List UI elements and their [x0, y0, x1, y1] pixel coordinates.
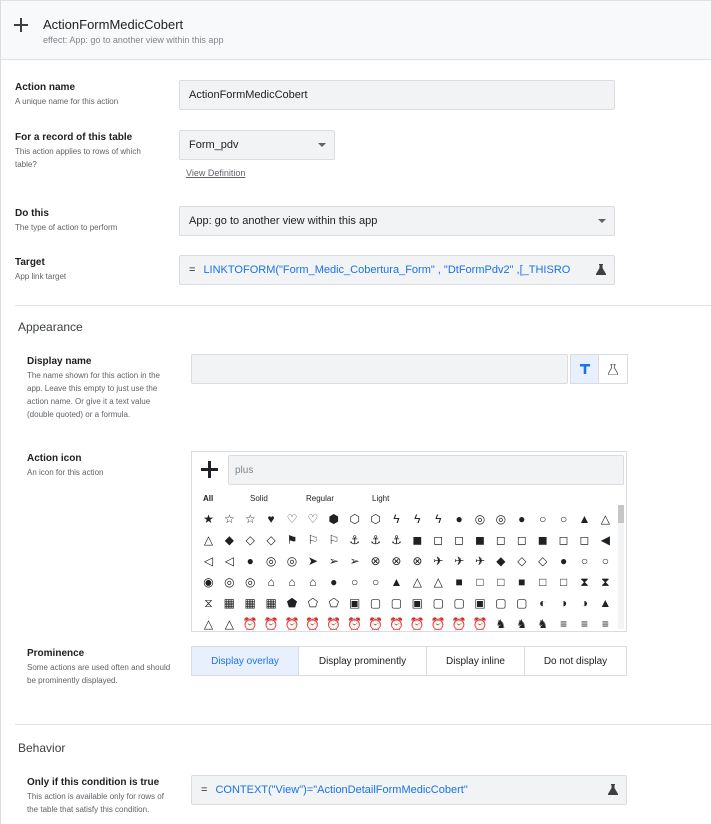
icon-option[interactable]: ●: [246, 554, 254, 568]
icon-option[interactable]: ⚐: [328, 533, 340, 547]
icon-option[interactable]: △: [203, 533, 214, 547]
icon-option[interactable]: ▦: [265, 596, 277, 610]
icon-option[interactable]: ○: [559, 512, 568, 526]
icon-option[interactable]: ◁: [224, 554, 234, 568]
icon-grid-row: [198, 509, 616, 530]
icon-option[interactable]: □: [539, 575, 547, 589]
icon-option[interactable]: ▦: [244, 596, 256, 610]
icon-grid-row: [198, 530, 616, 551]
prominence-option-prominently[interactable]: Display prominently: [298, 646, 427, 676]
icon-option[interactable]: ϟ: [393, 512, 400, 526]
chevron-down-icon: [598, 219, 606, 223]
icon-option[interactable]: ●: [559, 554, 568, 568]
icon-option[interactable]: ⏰: [409, 617, 425, 631]
icon-grid-row: [198, 593, 616, 614]
icon-grid-scrollbar[interactable]: [618, 505, 624, 629]
tab-regular[interactable]: Regular: [306, 494, 335, 503]
appearance-section-title: Appearance: [18, 320, 83, 334]
icon-option[interactable]: ◼: [537, 533, 548, 547]
display-name-label: Display name: [27, 356, 92, 367]
do-this-label: Do this: [15, 208, 49, 219]
plus-icon: [13, 17, 29, 33]
icon-option[interactable]: ⏰: [368, 617, 384, 631]
icon-option[interactable]: ≡: [601, 617, 609, 631]
icon-option[interactable]: ☆: [223, 512, 235, 526]
icon-option[interactable]: ✈: [433, 554, 444, 568]
display-name-input[interactable]: [191, 354, 568, 384]
flask-icon[interactable]: [596, 264, 606, 275]
icon-option[interactable]: ◎: [265, 554, 277, 568]
icon-option[interactable]: ◻: [495, 533, 506, 547]
icon-option[interactable]: ◇: [266, 533, 276, 547]
action-name-hint: A unique name for this action: [15, 97, 119, 106]
prominence-options: [191, 646, 626, 676]
flask-icon[interactable]: [608, 784, 618, 795]
icon-option[interactable]: ◎: [286, 554, 298, 568]
icon-option[interactable]: ◑: [559, 596, 568, 610]
equals-sign: =: [201, 784, 208, 796]
icon-option[interactable]: △: [203, 617, 214, 631]
do-this-select[interactable]: [179, 206, 615, 236]
icon-option[interactable]: ○: [351, 575, 359, 589]
icon-option[interactable]: ⬟: [286, 596, 298, 610]
icon-option[interactable]: ⊗: [391, 554, 402, 568]
icon-option[interactable]: ◇: [245, 533, 255, 547]
condition-hint: This action is available only for rows of the table that satisfy this condition.: [27, 792, 164, 814]
icon-option[interactable]: ▲: [599, 596, 612, 610]
icon-option[interactable]: ✈: [454, 554, 465, 568]
behavior-section-title: Behavior: [18, 741, 66, 755]
icon-grid-row: [198, 572, 616, 593]
icon-option[interactable]: ☆: [244, 512, 256, 526]
icon-option[interactable]: ▢: [495, 596, 507, 610]
icon-option[interactable]: ⚓: [370, 533, 381, 547]
icon-option[interactable]: ⚑: [286, 533, 298, 547]
action-icon-hint: An icon for this action: [27, 468, 104, 477]
icon-option[interactable]: ⬠: [307, 596, 319, 610]
icon-option[interactable]: ▣: [349, 596, 361, 610]
icon-option[interactable]: △: [433, 575, 443, 589]
tab-all[interactable]: All: [203, 494, 214, 503]
icon-option[interactable]: ⏰: [430, 617, 446, 631]
flask-icon: [608, 364, 618, 375]
icon-option[interactable]: ≡: [580, 617, 588, 631]
icon-option[interactable]: ⧗: [601, 575, 610, 589]
icon-option[interactable]: ○: [601, 554, 609, 568]
tab-light[interactable]: Light: [372, 494, 390, 503]
icon-option[interactable]: ●: [330, 575, 338, 589]
target-label: Target: [15, 257, 45, 268]
icon-grid: [198, 509, 616, 635]
icon-option[interactable]: ⧖: [204, 596, 213, 610]
section-divider: [15, 305, 711, 306]
icon-option[interactable]: ■: [518, 575, 526, 589]
table-hint: This action applies to rows of which table?: [15, 147, 141, 169]
icon-option[interactable]: ⊗: [412, 554, 423, 568]
icon-option[interactable]: ⬢: [328, 512, 340, 526]
icon-option[interactable]: ◻: [516, 533, 527, 547]
icon-option[interactable]: ◻: [454, 533, 465, 547]
table-select[interactable]: [179, 130, 335, 160]
icon-option[interactable]: ⏰: [451, 617, 467, 631]
icon-option[interactable]: ⏰: [284, 617, 300, 631]
action-name-input[interactable]: [179, 80, 615, 110]
table-label: For a record of this table: [15, 132, 133, 143]
text-mode-button[interactable]: [570, 354, 600, 384]
table-value: Form_pdv: [189, 139, 239, 151]
tab-solid[interactable]: Solid: [250, 494, 268, 503]
icon-option[interactable]: ▢: [453, 596, 465, 610]
do-this-value: App: go to another view within this app: [189, 215, 378, 227]
action-header[interactable]: [1, 0, 711, 60]
icon-option[interactable]: ⬡: [370, 512, 381, 526]
icon-option[interactable]: ▢: [390, 596, 403, 610]
icon-grid-row: [198, 551, 616, 572]
icon-option[interactable]: ○: [580, 554, 589, 568]
icon-option[interactable]: ⌂: [309, 575, 317, 589]
icon-option[interactable]: ◻: [433, 533, 444, 547]
icon-option[interactable]: ⬠: [328, 596, 339, 610]
prominence-option-do-not-display[interactable]: Do not display: [524, 646, 627, 676]
icon-option[interactable]: ➢: [328, 554, 339, 568]
icon-option[interactable]: ♞: [516, 617, 528, 631]
icon-option[interactable]: △: [224, 617, 234, 631]
scrollbar-thumb[interactable]: [618, 505, 624, 523]
icon-option[interactable]: ≡: [560, 617, 568, 631]
icon-option[interactable]: ♞: [537, 617, 549, 631]
icon-option[interactable]: ○: [539, 512, 547, 526]
target-hint: App link target: [15, 272, 67, 281]
icon-option[interactable]: ▲: [390, 575, 403, 589]
action-subtitle: effect: App: go to another view within this app: [43, 35, 224, 45]
formula-mode-button[interactable]: [598, 354, 628, 384]
icon-option[interactable]: △: [600, 512, 610, 526]
icon-option[interactable]: ◆: [496, 554, 506, 568]
icon-option[interactable]: ⏰: [388, 617, 404, 631]
icon-option[interactable]: ▣: [411, 596, 424, 610]
icon-option[interactable]: ⊗: [370, 554, 381, 568]
icon-option[interactable]: ⌂: [288, 575, 296, 589]
condition-label: Only if this condition is true: [27, 777, 160, 788]
icon-option[interactable]: ◎: [495, 512, 507, 526]
icon-option[interactable]: ✈: [474, 554, 486, 568]
equals-sign: =: [189, 264, 196, 276]
prominence-hint: Some actions are used often and should be prominently displayed.: [27, 663, 171, 685]
icon-option[interactable]: ◇: [517, 554, 527, 568]
condition-expression: CONTEXT("View")="ActionDetailFormMedicCobert": [215, 784, 468, 796]
icon-option[interactable]: ◎: [224, 575, 235, 589]
icon-option[interactable]: ▢: [369, 596, 382, 610]
icon-option[interactable]: ◎: [244, 575, 256, 589]
icon-option[interactable]: ⧗: [580, 575, 589, 589]
icon-option[interactable]: ◇: [538, 554, 548, 568]
icon-option[interactable]: ⌂: [267, 575, 275, 589]
icon-option[interactable]: ▢: [432, 596, 444, 610]
icon-option[interactable]: □: [559, 575, 568, 589]
icon-option[interactable]: ▢: [516, 596, 528, 610]
icon-option[interactable]: ●: [518, 512, 526, 526]
prominence-label: Prominence: [27, 648, 85, 659]
icon-picker: [191, 451, 627, 632]
icon-option[interactable]: ⏰: [242, 617, 258, 631]
section-divider: [15, 724, 711, 725]
icon-option[interactable]: ◐: [539, 596, 547, 610]
icon-option[interactable]: ■: [455, 575, 463, 589]
icon-option[interactable]: ★: [203, 512, 214, 526]
icon-option[interactable]: ⏰: [326, 617, 342, 631]
icon-option[interactable]: ♡: [307, 512, 319, 526]
icon-option[interactable]: ⚓: [349, 533, 361, 547]
icon-option[interactable]: ◀: [600, 533, 610, 547]
icon-option[interactable]: ◆: [224, 533, 234, 547]
icon-option[interactable]: ϟ: [414, 512, 421, 526]
icon-option[interactable]: ϟ: [435, 512, 442, 526]
icon-option[interactable]: △: [412, 575, 422, 589]
action-title: ActionFormMedicCobert: [43, 17, 184, 32]
icon-option[interactable]: ◻: [558, 533, 569, 547]
condition-expression-input[interactable]: [191, 775, 627, 805]
do-this-hint: The type of action to perform: [15, 223, 118, 232]
icon-option[interactable]: ⚓: [391, 533, 402, 547]
icon-option[interactable]: ⏰: [472, 617, 488, 631]
text-icon: [579, 363, 591, 375]
action-name-label: Action name: [15, 82, 76, 93]
icon-option[interactable]: ○: [371, 575, 380, 589]
action-name-value: ActionFormMedicCobert: [189, 89, 308, 101]
icon-grid-row: [198, 614, 616, 635]
icon-option[interactable]: ♡: [286, 512, 298, 526]
icon-option[interactable]: ◉: [203, 575, 214, 589]
target-expression: LINKTOFORM("Form_Medic_Cobertura_Form" , "DtFormPdv2" ,[_THISRO: [203, 264, 571, 276]
selected-plus-icon: [201, 461, 218, 478]
icon-option[interactable]: ➢: [349, 554, 360, 568]
icon-option[interactable]: ♞: [495, 617, 507, 631]
icon-option[interactable]: ♥: [267, 512, 275, 526]
icon-option[interactable]: □: [476, 575, 484, 589]
icon-option[interactable]: ◑: [580, 596, 589, 610]
view-definition-link[interactable]: View Definition: [186, 168, 246, 178]
icon-search-input[interactable]: plus: [228, 455, 624, 485]
icon-option[interactable]: ◎: [474, 512, 486, 526]
chevron-down-icon: [318, 143, 326, 147]
icon-option[interactable]: ◻: [579, 533, 590, 547]
icon-option[interactable]: ◁: [203, 554, 214, 568]
action-icon-label: Action icon: [27, 453, 82, 464]
target-expression-input[interactable]: [179, 255, 615, 285]
icon-option[interactable]: ⚐: [307, 533, 319, 547]
icon-option[interactable]: ▣: [474, 596, 486, 610]
icon-option[interactable]: ⏰: [305, 617, 321, 631]
icon-option[interactable]: ▦: [223, 596, 235, 610]
icon-option[interactable]: ◼: [412, 533, 423, 547]
icon-option[interactable]: ●: [455, 512, 463, 526]
icon-option[interactable]: □: [497, 575, 505, 589]
prominence-option-overlay[interactable]: Display overlay: [191, 646, 299, 676]
icon-option[interactable]: ◼: [475, 533, 485, 547]
display-name-hint: The name shown for this action in the app. Leave this empty to just use the action name. Or give it a text value (double quoted) or a formula.: [27, 371, 160, 419]
icon-option[interactable]: ⬡: [349, 512, 360, 526]
icon-option[interactable]: ➤: [307, 554, 318, 568]
icon-option[interactable]: ▲: [578, 512, 591, 526]
prominence-option-inline[interactable]: Display inline: [426, 646, 525, 676]
icon-option[interactable]: ⏰: [347, 617, 363, 631]
icon-option[interactable]: ⏰: [263, 617, 279, 631]
